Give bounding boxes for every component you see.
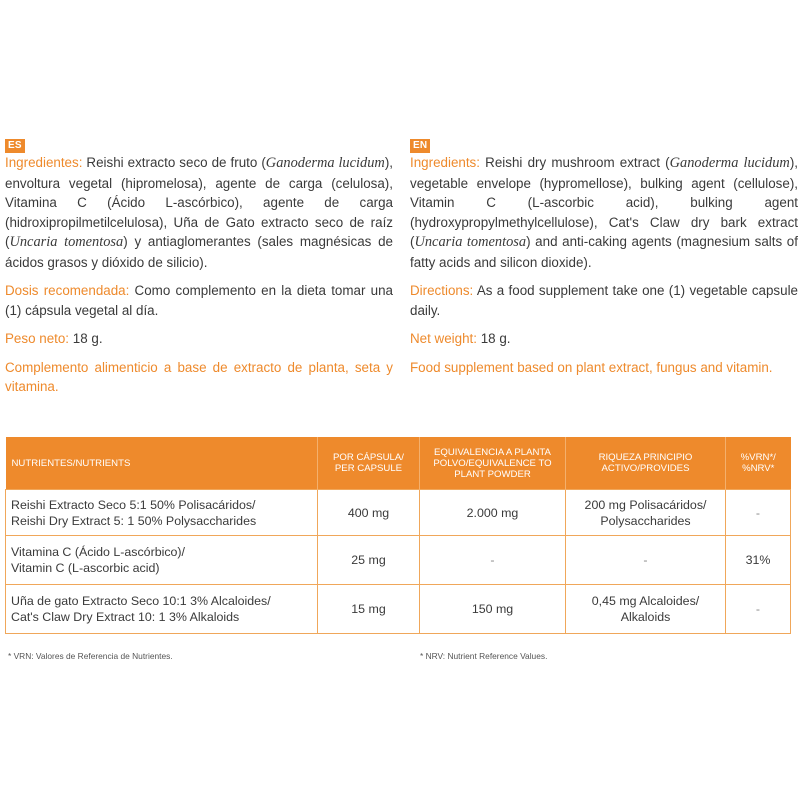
- ingredients-header-en: Ingredients:: [410, 155, 480, 170]
- footnote-en: * NRV: Nutrient Reference Values.: [420, 651, 548, 661]
- lang-badge-en: EN: [410, 139, 430, 153]
- equivalence-cell: -: [420, 536, 566, 585]
- active-cell: -: [566, 536, 726, 585]
- table-row: [6, 585, 791, 634]
- vrn-cell: -: [726, 490, 791, 536]
- vrn-cell: 31%: [726, 536, 791, 585]
- dose-header-es: Dosis recomendada:: [5, 283, 130, 298]
- vrn-cell: -: [726, 585, 791, 634]
- per-capsule-cell: 400 mg: [318, 490, 420, 536]
- ingredients-es: Ingredientes: Reishi extracto seco de fruto (Ganoderma lucidum), envoltura vegetal (hipromelosa), agente de carga (celulosa), Vitamina C (Ácido L-ascórbico), agente de carga (hidroxipropilmetilcelulosa), Uña de Gato extracto seco de raíz (Uncaria tomentosa) y antiaglomerantes (sales magnésicas de ácidos grasos y dióxido de silicio).: [5, 155, 393, 270]
- header-per-capsule: POR CÁPSULA/ PER CAPSULE: [318, 437, 420, 490]
- weight-header-en: Net weight:: [410, 331, 477, 346]
- ingredients-en: Ingredients: Reishi dry mushroom extract (Ganoderma lucidum), vegetable envelope (hypromellose), bulking agent (cellulose), Vitamin C (L-ascorbic acid), bulking agent (hydroxypropylmethylcellulose), Cat's Claw dry bark extract (Uncaria tomentosa) and anti-caking agents (magnesium salts of fatty acids and silicon dioxide).: [410, 155, 799, 270]
- header-vrn: %VRN*/ %NRV*: [726, 437, 791, 490]
- table-header-row: [6, 437, 791, 490]
- dose-es: Dosis recomendada: Como complemento en la dieta tomar una (1) cápsula vegetal al día.: [5, 283, 393, 318]
- header-equivalence: EQUIVALENCIA A PLANTA POLVO/EQUIVALENCE TO PLANT POWDER: [420, 437, 566, 490]
- english-section: [410, 135, 798, 377]
- table-row: [6, 490, 791, 536]
- header-nutrients: NUTRIENTES/NUTRIENTS: [6, 437, 318, 490]
- description-es: Complemento alimenticio a base de extracto de planta, seta y vitamina.: [5, 359, 393, 394]
- weight-header-es: Peso neto:: [5, 331, 70, 346]
- ingredients-header-es: Ingredientes:: [5, 155, 83, 170]
- lang-badge-es: ES: [5, 139, 25, 153]
- directions-en: Directions: As a food supplement take one (1) vegetable capsule daily.: [410, 283, 798, 318]
- header-active: RIQUEZA PRINCIPIO ACTIVO/PROVIDES: [566, 437, 726, 490]
- nutrient-cell: Reishi Extracto Seco 5:1 50% Polisacáridos/ Reishi Dry Extract 5: 1 50% Polysaccharides: [6, 490, 318, 536]
- active-cell: 200 mg Polisacáridos/ Polysaccharides: [566, 490, 726, 536]
- per-capsule-cell: 25 mg: [318, 536, 420, 585]
- equivalence-cell: 150 mg: [420, 585, 566, 634]
- equivalence-cell: 2.000 mg: [420, 490, 566, 536]
- directions-header-en: Directions:: [410, 283, 474, 298]
- nutrient-cell: Uña de gato Extracto Seco 10:1 3% Alcaloides/ Cat's Claw Dry Extract 10: 1 3% Alkaloids: [6, 585, 318, 634]
- nutrition-table: [5, 437, 791, 634]
- per-capsule-cell: 15 mg: [318, 585, 420, 634]
- spanish-section: [5, 135, 393, 397]
- nutrient-cell: Vitamina C (Ácido L-ascórbico)/ Vitamin C (L-ascorbic acid): [6, 536, 318, 585]
- active-cell: 0,45 mg Alcaloides/ Alkaloids: [566, 585, 726, 634]
- footnote-es: * VRN: Valores de Referencia de Nutrientes.: [8, 651, 173, 661]
- table-row: [6, 536, 791, 585]
- weight-es: Peso neto: 18 g.: [5, 331, 103, 346]
- weight-en: Net weight: 18 g.: [410, 331, 511, 346]
- description-en: Food supplement based on plant extract, fungus and vitamin.: [410, 359, 773, 375]
